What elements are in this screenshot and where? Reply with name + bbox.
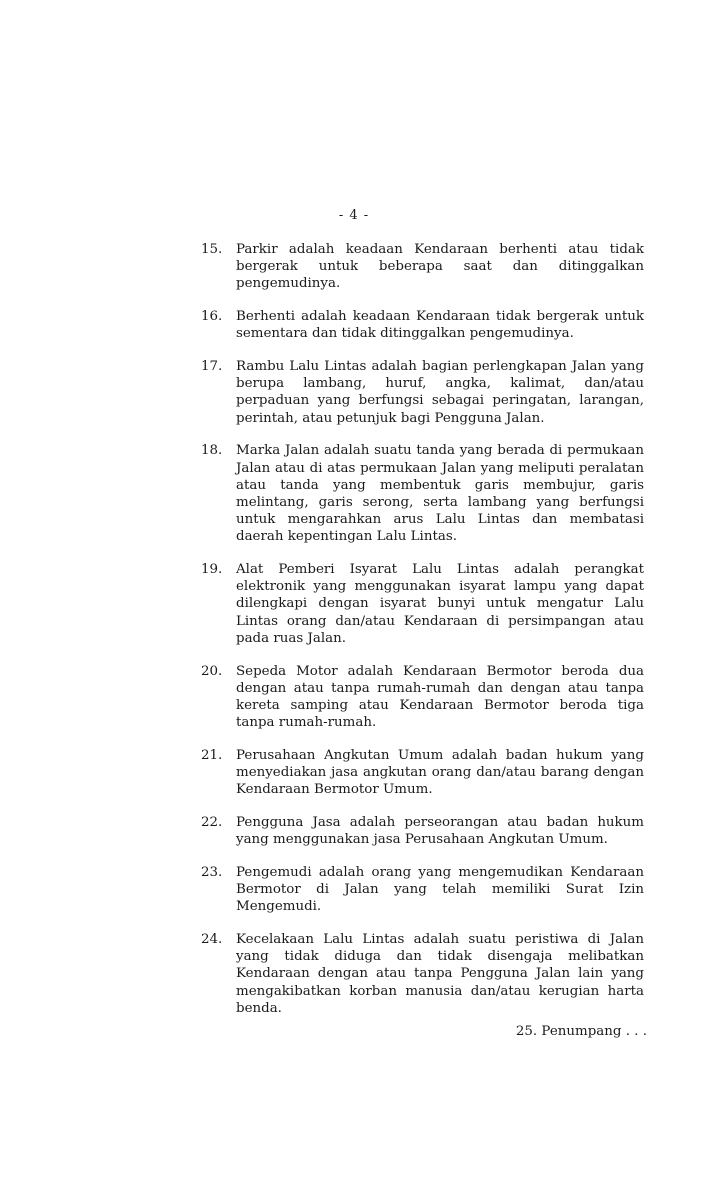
page-number-text: - 4 -: [338, 208, 370, 223]
item-number: 23.: [201, 864, 223, 880]
item-number: 24.: [201, 932, 223, 947]
item-text: Berhenti adalah keadaan Kendaraan tidak bergerak untuk sementara dan tidak ditinggalkan pengemudinya.: [236, 309, 644, 342]
item-number: 19.: [201, 562, 223, 578]
item-text: Pengemudi adalah orang yang mengemudikan Kendaraan Bermotor di Jalan yang telah memiliki Surat Izin Mengemudi.: [236, 864, 644, 915]
item-number: 18.: [201, 443, 223, 459]
list-item: [201, 241, 644, 293]
definition-list: [201, 241, 644, 1033]
list-item: [201, 358, 644, 427]
item-text: Marka Jalan adalah suatu tanda yang berada di permukaan Jalan atau di atas permukaan Jalan yang meliputi peralatan atau tanda yang membentuk garis membujur, garis melintang, garis serong, serta lambang yang berfungsi untuk mengarahkan arus Lalu Lintas dan membatasi daerah kepentingan Lalu Lintas.: [236, 443, 644, 545]
list-item: [201, 747, 644, 799]
item-text: Rambu Lalu Lintas adalah bagian perlengkapan Jalan yang berupa lambang, huruf, angka, kalimat, dan/atau perpaduan yang berfungsi sebagai peringatan, larangan, perintah, atau petunjuk bagi Pengguna Jalan.: [236, 359, 644, 426]
item-text: Kecelakaan Lalu Lintas adalah suatu peristiwa di Jalan yang tidak diduga dan tidak disengaja melibatkan Kendaraan dengan atau tanpa Pengguna Jalan lain yang mengakibatkan korban manusia dan/atau kerugian harta benda.: [236, 932, 644, 1016]
item-text: Alat Pemberi Isyarat Lalu Lintas adalah perangkat elektronik yang menggunakan isyarat lampu yang dapat dilengkapi dengan isyarat bunyi untuk mengatur Lalu Lintas orang dan/atau Kendaraan di persimpangan atau pada ruas Jalan.: [236, 562, 644, 646]
item-text: Parkir adalah keadaan Kendaraan berhenti atau tidak bergerak untuk beberapa saat dan ditinggalkan pengemudinya.: [236, 242, 644, 292]
list-item: [201, 442, 644, 545]
item-number: 15.: [201, 242, 223, 257]
item-number: 20.: [201, 663, 223, 679]
item-text: Sepeda Motor adalah Kendaraan Bermotor beroda dua dengan atau tanpa rumah-rumah dan dengan atau tanpa kereta samping atau Kendaraan Bermotor beroda tiga tanpa rumah-rumah.: [236, 663, 644, 731]
list-item: [201, 931, 644, 1017]
catchword: 25. Penumpang . . .: [515, 1024, 647, 1039]
list-item: [201, 814, 644, 848]
item-number: 16.: [201, 309, 223, 325]
item-number: 22.: [201, 814, 223, 830]
item-number: 17.: [201, 359, 223, 375]
item-number: 21.: [201, 747, 223, 763]
list-item: [201, 561, 644, 647]
list-item: [201, 864, 644, 916]
item-text: Pengguna Jasa adalah perseorangan atau badan hukum yang menggunakan jasa Perusahaan Angkutan Umum.: [236, 814, 644, 848]
page-number: [0, 208, 728, 223]
item-text: Perusahaan Angkutan Umum adalah badan hukum yang menyediakan jasa angkutan orang dan/atau barang dengan Kendaraan Bermotor Umum.: [236, 747, 644, 798]
list-item: [201, 308, 644, 342]
list-item: [201, 663, 644, 732]
